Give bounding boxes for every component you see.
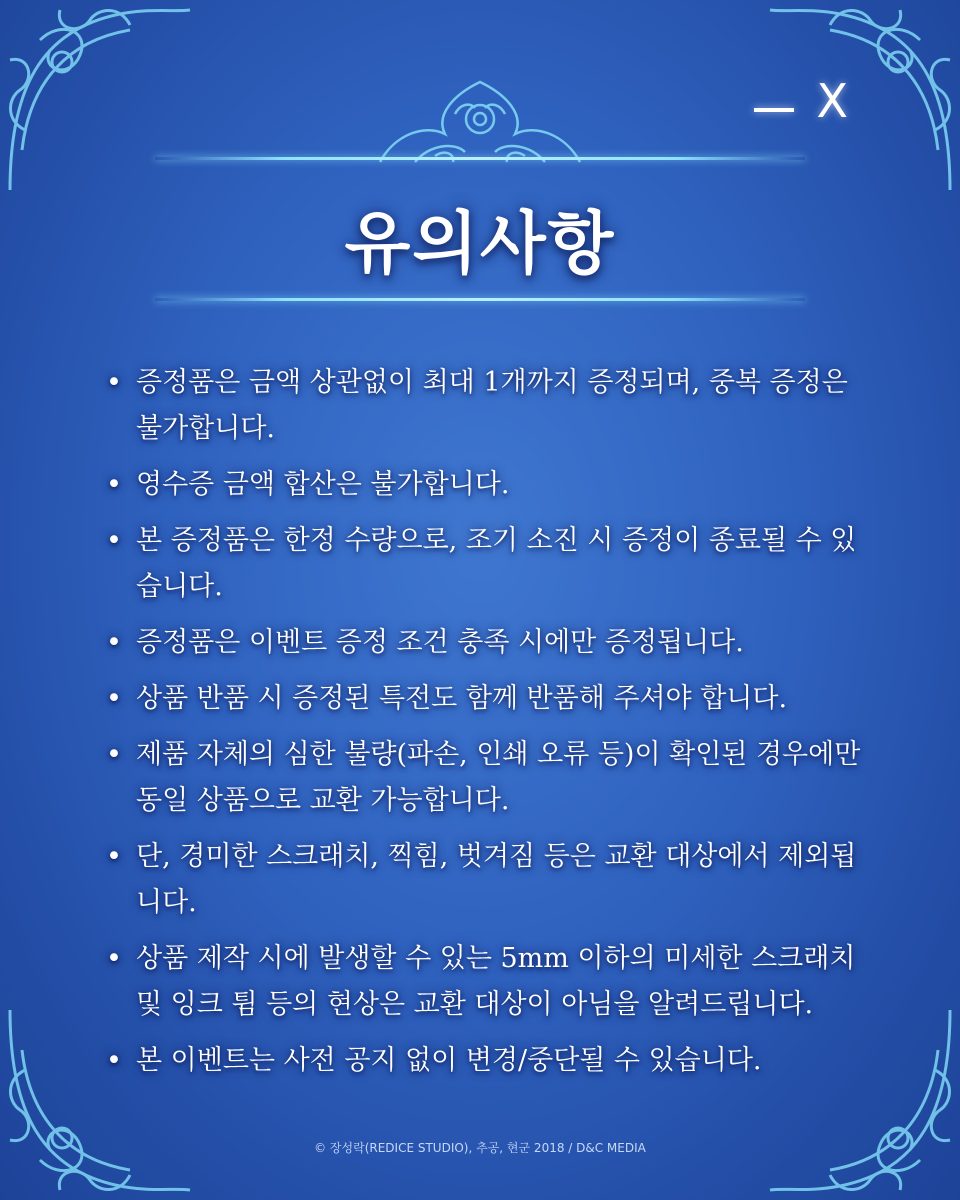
note-text: 증정품은 금액 상관없이 최대 1개까지 증정되며, 중복 증정은 불가합니다. xyxy=(136,367,848,444)
note-text: 본 증정품은 한정 수량으로, 조기 소진 시 증정이 종료될 수 있습니다. xyxy=(136,525,857,602)
corner-ornament-top-left xyxy=(0,0,200,200)
divider-top xyxy=(155,157,805,160)
note-text: 상품 반품 시 증정된 특전도 함께 반품해 주셔야 합니다. xyxy=(136,683,788,714)
list-item xyxy=(100,1038,880,1084)
copyright-text: © 장성락(REDICE STUDIO), 추공, 현군 2018 / D&C MEDIA xyxy=(314,1141,646,1155)
list-item xyxy=(100,676,880,722)
bullet: • xyxy=(106,469,122,500)
crest-ornament-icon xyxy=(375,74,585,164)
list-item xyxy=(100,732,880,824)
list-item xyxy=(100,936,880,1028)
bullet: • xyxy=(106,683,122,714)
note-text: 단, 경미한 스크래치, 찍힘, 벗겨짐 등은 교환 대상에서 제외됩니다. xyxy=(136,841,857,918)
list-item xyxy=(100,620,880,666)
bullet: • xyxy=(106,943,122,974)
window-controls xyxy=(754,74,848,128)
note-text: 제품 자체의 심한 불량(파손, 인쇄 오류 등)이 확인된 경우에만 동일 상품으로 교환 가능합니다. xyxy=(136,739,861,816)
bullet: • xyxy=(106,367,122,398)
list-item xyxy=(100,462,880,508)
minimize-icon[interactable] xyxy=(754,108,794,112)
bullet: • xyxy=(106,627,122,658)
bullet: • xyxy=(106,841,122,872)
note-text: 상품 제작 시에 발생할 수 있는 5mm 이하의 미세한 스크래치 및 잉크 튐 등의 현상은 교환 대상이 아님을 알려드립니다. xyxy=(136,943,856,1020)
list-item xyxy=(100,360,880,452)
close-icon[interactable]: X xyxy=(816,74,848,128)
note-text: 본 이벤트는 사전 공지 없이 변경/중단될 수 있습니다. xyxy=(136,1045,762,1076)
page-title: 유의사항 xyxy=(344,205,616,284)
divider-bottom xyxy=(155,298,805,301)
list-item xyxy=(100,518,880,610)
bullet: • xyxy=(106,739,122,770)
notes-list xyxy=(100,360,880,1094)
list-item xyxy=(100,834,880,926)
bullet: • xyxy=(106,1045,122,1076)
note-text: 영수증 금액 합산은 불가합니다. xyxy=(136,469,510,500)
note-text: 증정품은 이벤트 증정 조건 충족 시에만 증정됩니다. xyxy=(136,627,744,658)
bullet: • xyxy=(106,525,122,556)
